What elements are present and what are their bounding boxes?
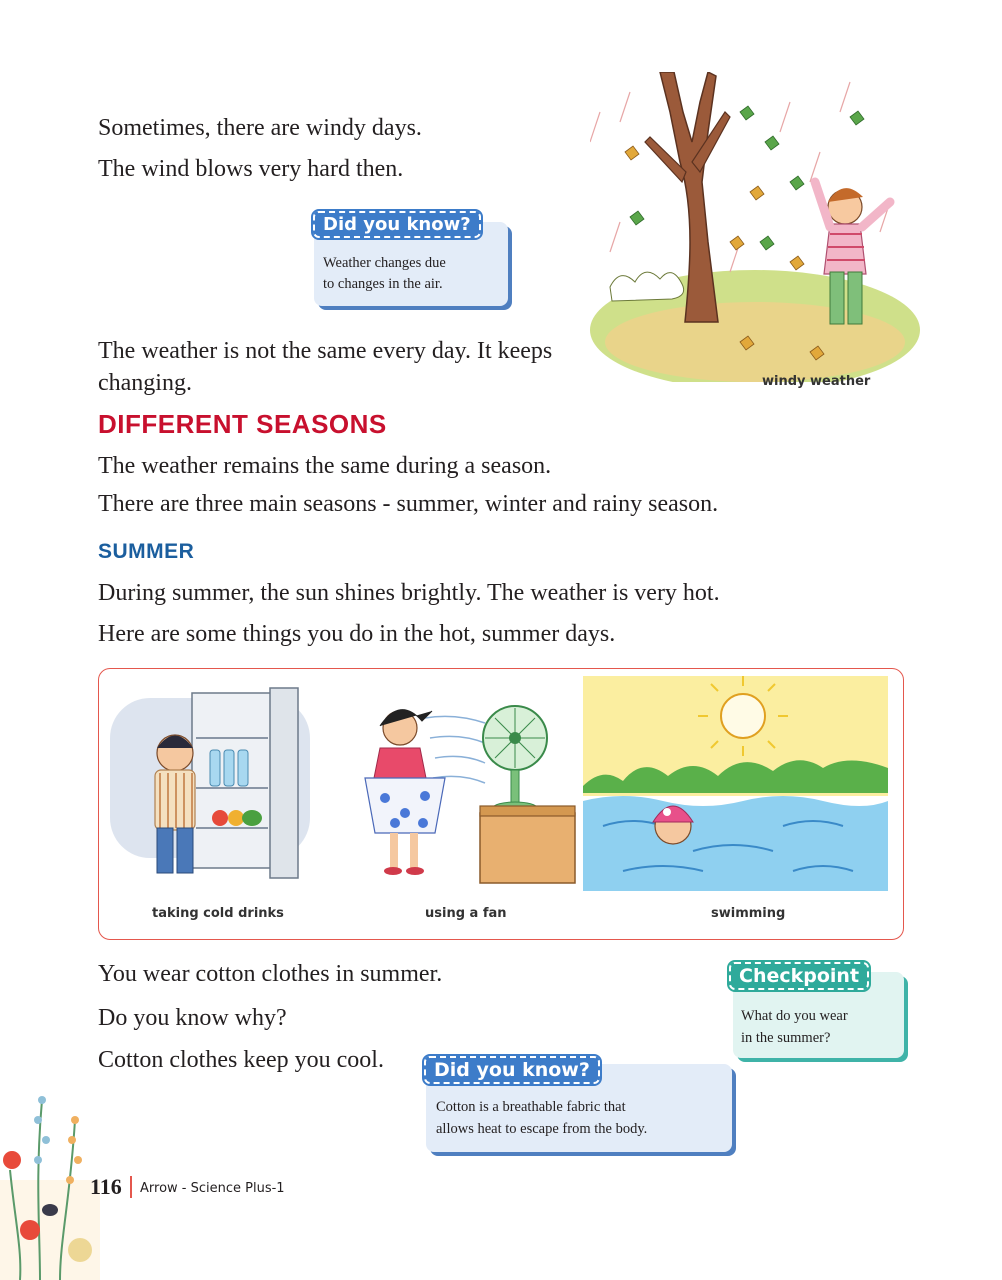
- caption-swimming: swimming: [711, 906, 786, 921]
- did-you-know-text-1a: Weather changes due: [323, 255, 446, 271]
- summer-line-1: During summer, the sun shines brightly. The weather is very hot.: [98, 580, 720, 606]
- summer-line-2: Here are some things you do in the hot, summer days.: [98, 621, 616, 647]
- cotton-line-1: You wear cotton clothes in summer.: [98, 961, 443, 987]
- different-seasons-heading: DIFFERENT SEASONS: [98, 409, 387, 439]
- checkpoint-tag: Checkpoint: [729, 962, 869, 990]
- intro-line-3: The weather is not the same every day. It keeps: [98, 338, 553, 364]
- windy-weather-illustration: [590, 72, 920, 382]
- did-you-know-tag-1: Did you know?: [313, 211, 481, 238]
- flower-decoration: [0, 1080, 100, 1280]
- using-fan-illustration: [345, 688, 585, 888]
- intro-line-4: changing.: [98, 370, 192, 396]
- seasons-line-1: The weather remains the same during a season.: [98, 453, 552, 479]
- caption-using-fan: using a fan: [425, 906, 507, 921]
- book-title: Arrow - Science Plus-1: [140, 1181, 285, 1196]
- checkpoint-text-b: in the summer?: [741, 1030, 831, 1046]
- did-you-know-text-2a: Cotton is a breathable fabric that: [436, 1099, 626, 1115]
- summer-heading: SUMMER: [98, 540, 195, 563]
- windy-weather-caption: windy weather: [762, 374, 871, 389]
- cotton-line-3: Cotton clothes keep you cool.: [98, 1047, 384, 1073]
- intro-line-2: The wind blows very hard then.: [98, 156, 404, 182]
- did-you-know-text-1b: to changes in the air.: [323, 276, 443, 292]
- footer-divider: [130, 1176, 132, 1198]
- cold-drinks-illustration: [110, 678, 330, 888]
- page-number: 116: [90, 1174, 122, 1199]
- did-you-know-text-2b: allows heat to escape from the body.: [436, 1121, 648, 1137]
- swimming-illustration: [583, 676, 888, 891]
- did-you-know-tag-2: Did you know?: [424, 1056, 600, 1084]
- checkpoint-text-a: What do you wear: [741, 1008, 848, 1024]
- caption-cold-drinks: taking cold drinks: [152, 906, 284, 921]
- cotton-line-2: Do you know why?: [98, 1005, 287, 1031]
- intro-line-1: Sometimes, there are windy days.: [98, 115, 422, 141]
- seasons-line-2: There are three main seasons - summer, winter and rainy season.: [98, 491, 719, 517]
